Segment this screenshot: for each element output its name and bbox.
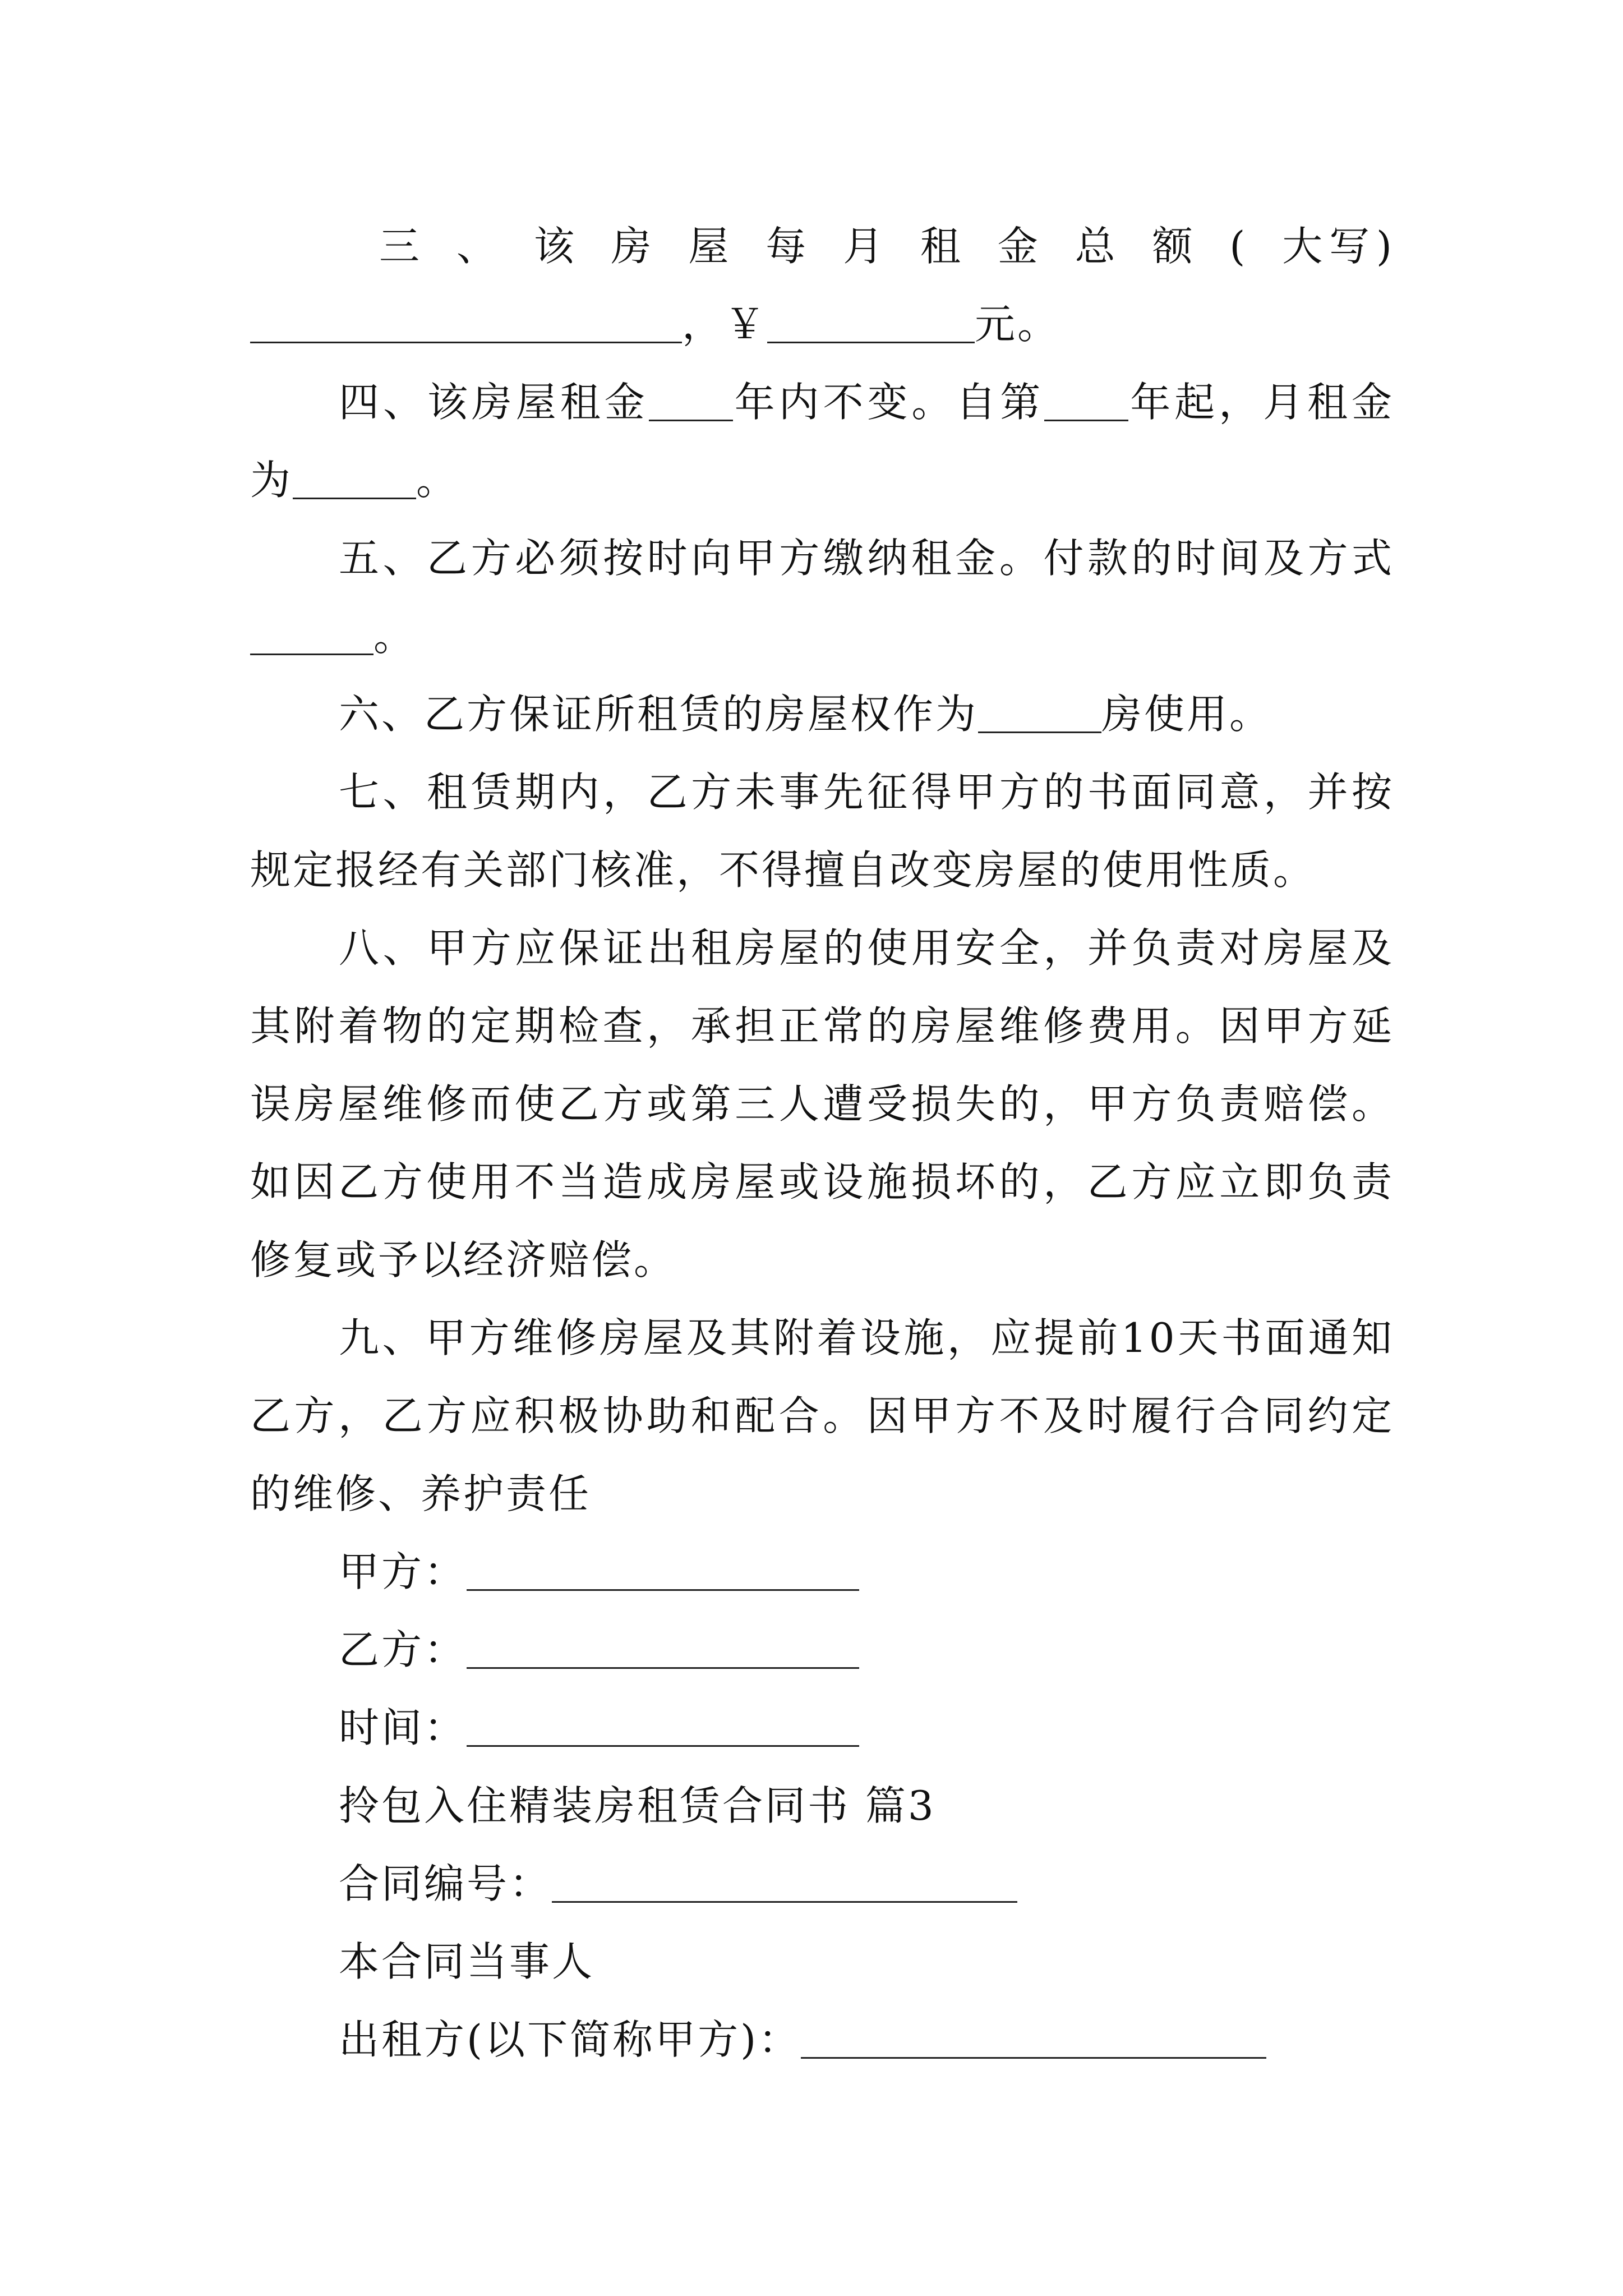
clause-6 bbox=[250, 675, 1394, 753]
clause-3-text: 三、该房屋每月租金总额( bbox=[379, 223, 1278, 270]
signature-party-a bbox=[250, 1533, 1394, 1611]
rent-amount-number-blank bbox=[767, 301, 975, 343]
signature-time bbox=[250, 1689, 1394, 1767]
clause-9: 九、甲方维修房屋及其附着设施，应提前10天书面通知乙方，乙方应积极协助和配合。因甲方不及时履行合同约定的维修、养护责任 bbox=[250, 1314, 1394, 1517]
signature-party-b bbox=[250, 1611, 1394, 1689]
clause-4-text-2: 年内不变。自第 bbox=[732, 379, 1045, 426]
rent-start-year-blank bbox=[1044, 379, 1128, 421]
time-label: 时间： bbox=[339, 1704, 467, 1751]
rent-years-blank bbox=[649, 379, 733, 421]
clause-6-text: 六、乙方保证所租赁的房屋权作为 bbox=[339, 691, 979, 738]
party-b-label: 乙方： bbox=[339, 1626, 467, 1673]
clause-5-text: 五、乙方必须按时向甲方缴纳租金。付款的时间及方式 bbox=[339, 535, 1394, 582]
clause-3-text-end: 大写) bbox=[1278, 223, 1394, 270]
party-a-label: 甲方： bbox=[339, 1548, 467, 1595]
lessor-blank bbox=[801, 2017, 1266, 2059]
section-title: 拎包入住精装房租赁合同书 篇3 bbox=[339, 1782, 936, 1829]
time-blank bbox=[467, 1705, 859, 1747]
monthly-rent-blank bbox=[293, 457, 416, 499]
clause-3-suffix: 元。 bbox=[975, 301, 1061, 348]
clause-4 bbox=[250, 364, 1394, 519]
clause-5 bbox=[250, 519, 1394, 675]
rent-amount-words-blank bbox=[250, 301, 682, 343]
clause-4-suffix: 。 bbox=[416, 457, 459, 504]
lessor-line bbox=[250, 2001, 1394, 2079]
document-body bbox=[250, 208, 1394, 2079]
contract-number-blank bbox=[552, 1861, 1017, 1903]
payment-method-blank bbox=[250, 613, 374, 655]
party-a-blank bbox=[467, 1549, 859, 1591]
lessor-label: 出租方(以下简称甲方)： bbox=[339, 2016, 801, 2063]
clause-3-currency: ，￥ bbox=[682, 301, 768, 348]
clause-7: 七、租赁期内，乙方未事先征得甲方的书面同意，并按规定报经有关部门核准，不得擅自改变房屋的使用性质。 bbox=[250, 769, 1394, 894]
clause-4-text-1: 四、该房屋租金 bbox=[339, 379, 649, 426]
contract-number-label: 合同编号： bbox=[339, 1860, 552, 1907]
clause-6-suffix: 房使用。 bbox=[1101, 691, 1272, 738]
clause-3 bbox=[250, 208, 1394, 364]
clause-4-text-3: 年起，月租金为 bbox=[250, 379, 1394, 504]
clause-5-suffix: 。 bbox=[374, 613, 417, 660]
usage-type-blank bbox=[978, 691, 1101, 733]
parties-heading: 本合同当事人 bbox=[339, 1938, 595, 1985]
contract-number-line bbox=[250, 1845, 1394, 1923]
clause-8: 八、甲方应保证出租房屋的使用安全，并负责对房屋及其附着物的定期检查，承担正常的房屋维修费用。因甲方延误房屋维修而使乙方或第三人遭受损失的，甲方负责赔偿。如因乙方使用不当造成房屋或设施损坏的，乙方应立即负责修复或予以经济赔偿。 bbox=[250, 924, 1394, 1283]
party-b-blank bbox=[467, 1627, 859, 1669]
